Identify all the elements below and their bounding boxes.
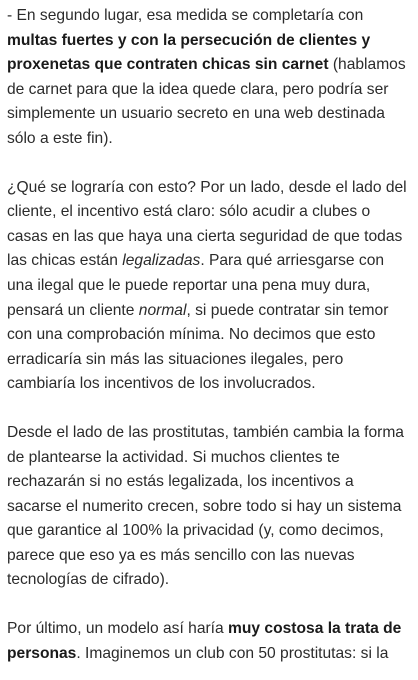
paragraph-client-incentive xyxy=(7,176,412,397)
text-run: legalizadas xyxy=(122,252,201,270)
text-run: Desde el lado de las prostitutas, también cambia la forma de plantearse la actividad. Si muchos clientes te rechazarán si no estás legalizada, los incentivos a sacarse el numerito crecen, sobre todo si hay un sistema que garantice al 100% la privacidad (y, como decimos, parece que eso ya es más sencillo con las nuevas tecnologías de cifrado). xyxy=(7,423,404,589)
text-run: muy costosa la trata de personas xyxy=(7,620,402,662)
text-run: normal xyxy=(138,301,187,319)
text-run: , si puede contratar sin temor con una comprobación mínima. No decimos que esto erradicaría sin más las situaciones ilegales, pero cambiaría los incentivos de los involucrados. xyxy=(7,301,389,393)
text-run: - En segundo lugar, esa medida se completaría con xyxy=(7,7,364,24)
text-run: . Imaginemos un club con 50 prostitutas: si la xyxy=(76,644,389,662)
text-run: multas fuertes y con la persecución de clientes y proxenetas que contraten chicas sin carnet xyxy=(7,31,371,74)
paragraph-fines xyxy=(7,4,412,152)
text-run: (hablamos de carnet para que la idea quede clara, pero podría ser simplemente un usuario secreto en una web destinada sólo a este fin). xyxy=(7,56,406,147)
paragraph-trafficking xyxy=(7,617,412,666)
paragraph-prostitute-incentive xyxy=(7,421,412,593)
text-run: Por último, un modelo así haría xyxy=(7,620,229,638)
text-run: . Para qué arriesgarse con una ilegal que le puede reportar una pena muy dura, pensará un cliente xyxy=(7,252,385,319)
text-run: ¿Qué se lograría con esto? Por un lado, desde el lado del cliente, el incentivo está claro: sólo acudir a clubes o casas en las que haya una cierta seguridad de que todas las chicas están xyxy=(7,178,407,270)
